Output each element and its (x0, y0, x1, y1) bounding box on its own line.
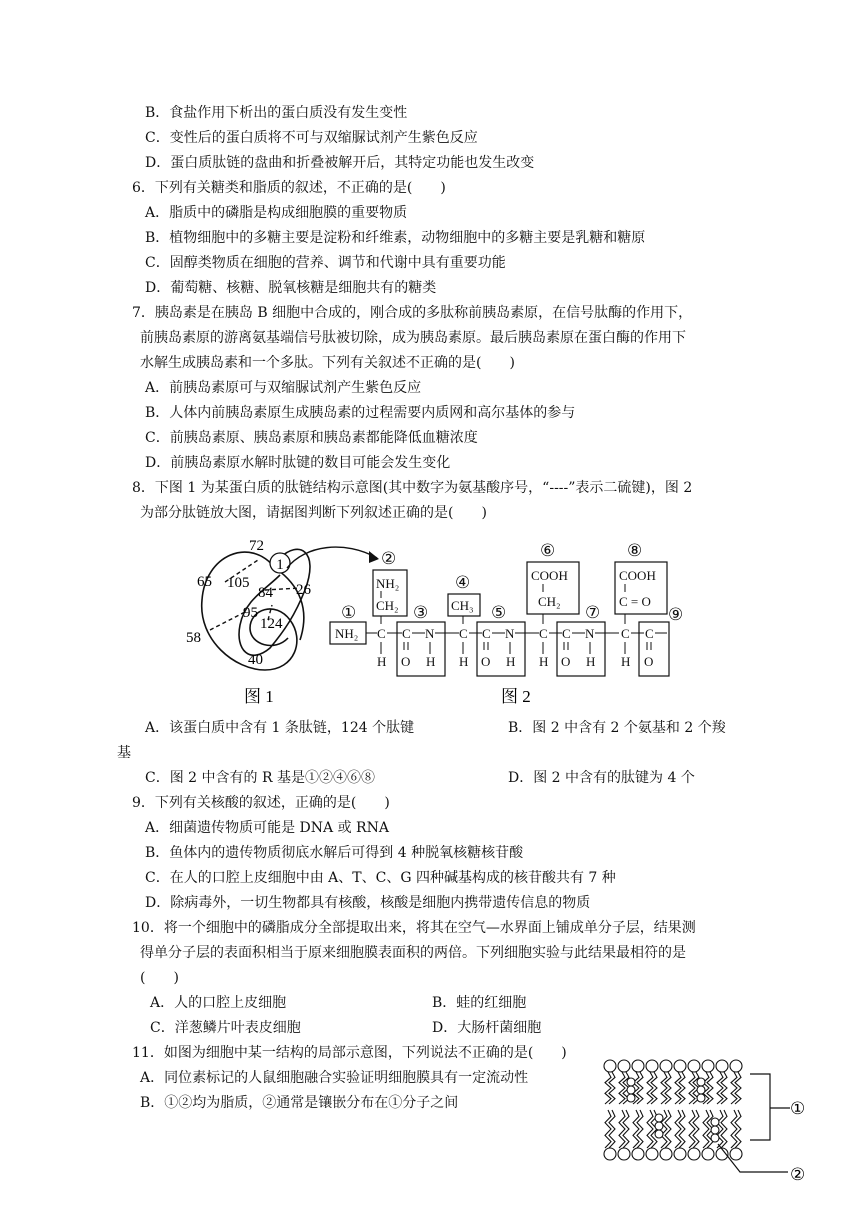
q7-option-c: C．前胰岛素原、胰岛素原和胰岛素都能降低血糖浓度 (145, 430, 478, 446)
fig1-num-40: 40 (248, 652, 263, 668)
cholesterol-bead (711, 1126, 719, 1134)
fig2-label-4: ④ (455, 573, 471, 592)
q11-option-a: A．同位素标记的人鼠细胞融合实验证明细胞膜具有一定流动性 (140, 1070, 529, 1086)
fig2-label-9: ⑨ (668, 605, 684, 624)
svg-text:H: H (539, 654, 549, 669)
cholesterol-bead (697, 1086, 705, 1094)
lipid-head-top (604, 1060, 616, 1072)
q7-option-a: A．前胰岛素原可与双缩脲试剂产生紫色反应 (145, 380, 422, 396)
q7-stem-2: 前胰岛素原的游离氨基端信号肽被切除，成为胰岛素原。最后胰岛素原在蛋白酶的作用下 (140, 330, 686, 346)
q10-option-c: C．洋葱鳞片叶表皮细胞 (150, 1020, 301, 1036)
lipid-head-top (674, 1060, 686, 1072)
svg-text:H: H (377, 654, 387, 669)
q7-stem-1: 7．胰岛素是在胰岛 B 细胞中合成的，刚合成的多肽称前胰岛素原，在信号肽酶的作用下， (132, 305, 693, 321)
lipid-head-bottom (604, 1148, 616, 1160)
q7-option-d: D．前胰岛素原水解时肽键的数目可能会发生变化 (145, 455, 451, 471)
svg-text:O: O (401, 654, 411, 669)
lipid-head-bottom (674, 1148, 686, 1160)
fig1-num-84: 84 (258, 585, 273, 601)
q8-option-b: B．图 2 中含有 2 个氨基和 2 个羧 (508, 720, 726, 736)
lipid-head-bottom (632, 1148, 644, 1160)
cholesterol-bead (627, 1094, 635, 1102)
fig2-label-6: ⑥ (540, 541, 556, 560)
q6-option-d: D．葡萄糖、核糖、脱氧核糖是细胞共有的糖类 (145, 280, 437, 296)
q8-option-c: C．图 2 中含有的 R 基是①②④⑥⑧ (145, 770, 375, 786)
lipid-head-bottom (646, 1148, 658, 1160)
q10-stem-3: ( ) (140, 970, 179, 986)
fig2-caption: 图 2 (501, 687, 531, 706)
fig2-side-cooh-2: COOH (619, 568, 656, 583)
fig1-num-95: 95 (243, 605, 258, 621)
fig1-num-72: 72 (249, 538, 264, 554)
q11-option-b: B．①②均为脂质，②通常是镶嵌分布在①分子之间 (140, 1095, 459, 1111)
fig2-side-nh2: NH₂ (376, 576, 400, 591)
lipid-head-bottom (618, 1148, 630, 1160)
q8-stem-1: 8．下图 1 为某蛋白质的肽链结构示意图(其中数字为氨基酸序号，“----”表示二硫键)，图 2 (132, 480, 693, 496)
figure-3-membrane (600, 1052, 825, 1187)
fig2-side-ch2-2: CH₂ (538, 594, 561, 609)
fig1-num-105: 105 (227, 575, 250, 591)
q5-option-b: B．食盐作用下析出的蛋白质没有发生变性 (145, 105, 408, 121)
svg-text:H: H (586, 654, 596, 669)
svg-text:C: C (539, 626, 548, 641)
lipid-head-top (660, 1060, 672, 1072)
q7-stem-3: 水解生成胰岛素和一个多肽。下列有关叙述不正确的是( ) (140, 355, 515, 371)
cholesterol-bead (697, 1078, 705, 1086)
svg-text:O: O (644, 654, 654, 669)
fig3-label-2: ② (790, 1165, 806, 1184)
svg-text:N: N (505, 626, 515, 641)
cholesterol-bead (655, 1130, 663, 1138)
svg-text:H: H (426, 654, 436, 669)
lipid-head-bottom (660, 1148, 672, 1160)
q6-option-c: C．固醇类物质在细胞的营养、调节和代谢中具有重要功能 (145, 255, 506, 271)
lipid-head-bottom (702, 1148, 714, 1160)
q10-option-a: A．人的口腔上皮细胞 (150, 995, 287, 1011)
cholesterol-bead (697, 1094, 705, 1102)
cholesterol-bead (711, 1118, 719, 1126)
svg-text:N: N (425, 626, 435, 641)
cholesterol-bead (655, 1122, 663, 1130)
svg-text:C: C (645, 626, 654, 641)
q9-option-c: C．在人的口腔上皮细胞中由 A、T、C、G 四种碱基构成的核苷酸共有 7 种 (145, 870, 616, 886)
fig2-side-cooh-1: COOH (531, 568, 568, 583)
q6-option-b: B．植物细胞中的多糖主要是淀粉和纤维素，动物细胞中的多糖主要是乳糖和糖原 (145, 230, 646, 246)
q5-option-d: D．蛋白质肽链的盘曲和折叠被解开后，其特定功能也发生改变 (145, 155, 535, 171)
fig2-side-ch3: CH₃ (451, 598, 474, 613)
fig1-num-58: 58 (186, 630, 201, 646)
q8-stem-2: 为部分肽链放大图，请据图判断下列叙述正确的是( ) (140, 505, 487, 521)
lipid-head-top (730, 1060, 742, 1072)
svg-text:O: O (481, 654, 491, 669)
fig2-side-c-eq-o: C = O (619, 594, 651, 609)
svg-text:O: O (561, 654, 571, 669)
fig2-label-2: ② (381, 549, 397, 568)
fig2-label-8: ⑧ (627, 541, 643, 560)
svg-text:C: C (562, 626, 571, 641)
lipid-head-top (618, 1060, 630, 1072)
figure-2-peptide-detail (325, 538, 695, 708)
cholesterol-bead (655, 1114, 663, 1122)
lipid-head-top (632, 1060, 644, 1072)
lipid-head-bottom (688, 1148, 700, 1160)
svg-text:H: H (459, 654, 469, 669)
lipid-head-top (716, 1060, 728, 1072)
svg-text:N: N (585, 626, 595, 641)
svg-text:C: C (377, 626, 386, 641)
svg-text:C: C (621, 626, 630, 641)
q6-option-a: A．脂质中的磷脂是构成细胞膜的重要物质 (145, 205, 408, 221)
q8-option-a: A．该蛋白质中含有 1 条肽链，124 个肽键 (145, 720, 415, 736)
lipid-head-top (702, 1060, 714, 1072)
fig1-caption: 图 1 (244, 687, 274, 706)
fig2-label-1: ① (341, 603, 357, 622)
svg-text:H: H (506, 654, 516, 669)
fig3-label-1: ① (790, 1099, 806, 1118)
fig1-circled-label: 1 (276, 557, 284, 573)
q11-stem: 11．如图为细胞中某一结构的局部示意图，下列说法不正确的是( ) (132, 1045, 567, 1061)
fig2-label-7: ⑦ (585, 603, 601, 622)
cholesterol-bead (711, 1134, 719, 1142)
q9-stem: 9．下列有关核酸的叙述，正确的是( ) (132, 795, 390, 811)
q8-option-b-wrap: 基 (117, 745, 131, 761)
fig2-side-ch2: CH₂ (376, 598, 399, 613)
fig2-nh2-terminal: NH₂ (335, 626, 359, 641)
fig2-label-5: ⑤ (491, 603, 507, 622)
q5-option-c: C．变性后的蛋白质将不可与双缩脲试剂产生紫色反应 (145, 130, 478, 146)
q9-option-b: B．鱼体内的遗传物质彻底水解后可得到 4 种脱氧核糖核苷酸 (145, 845, 524, 861)
q6-stem: 6．下列有关糖类和脂质的叙述，不正确的是( ) (132, 180, 446, 196)
q10-option-d: D．大肠杆菌细胞 (432, 1020, 542, 1036)
cholesterol-bead (627, 1086, 635, 1094)
q9-option-d: D．除病毒外，一切生物都具有核酸，核酸是细胞内携带遗传信息的物质 (145, 895, 591, 911)
svg-text:C: C (402, 626, 411, 641)
svg-text:C: C (482, 626, 491, 641)
q10-stem-2: 得单分子层的表面积相当于原来细胞膜表面积的两倍。下列细胞实验与此结果最相符的是 (140, 945, 686, 961)
fig1-num-26: 26 (296, 582, 311, 598)
fig1-num-65: 65 (197, 574, 212, 590)
lipid-head-bottom (730, 1148, 742, 1160)
svg-text:H: H (621, 654, 631, 669)
q8-option-d: D．图 2 中含有的肽键为 4 个 (508, 770, 695, 786)
fig1-num-124: 124 (260, 616, 283, 632)
fig2-label-3: ③ (413, 603, 429, 622)
q9-option-a: A．细菌遗传物质可能是 DNA 或 RNA (145, 820, 389, 836)
q10-option-b: B．蛙的红细胞 (432, 995, 527, 1011)
svg-text:C: C (459, 626, 468, 641)
q7-option-b: B．人体内前胰岛素原生成胰岛素的过程需要内质网和高尔基体的参与 (145, 405, 576, 421)
cholesterol-bead (627, 1078, 635, 1086)
q10-stem-1: 10．将一个细胞中的磷脂成分全部提取出来，将其在空气—水界面上铺成单分子层，结果测 (132, 920, 696, 936)
lipid-head-top (688, 1060, 700, 1072)
lipid-head-top (646, 1060, 658, 1072)
